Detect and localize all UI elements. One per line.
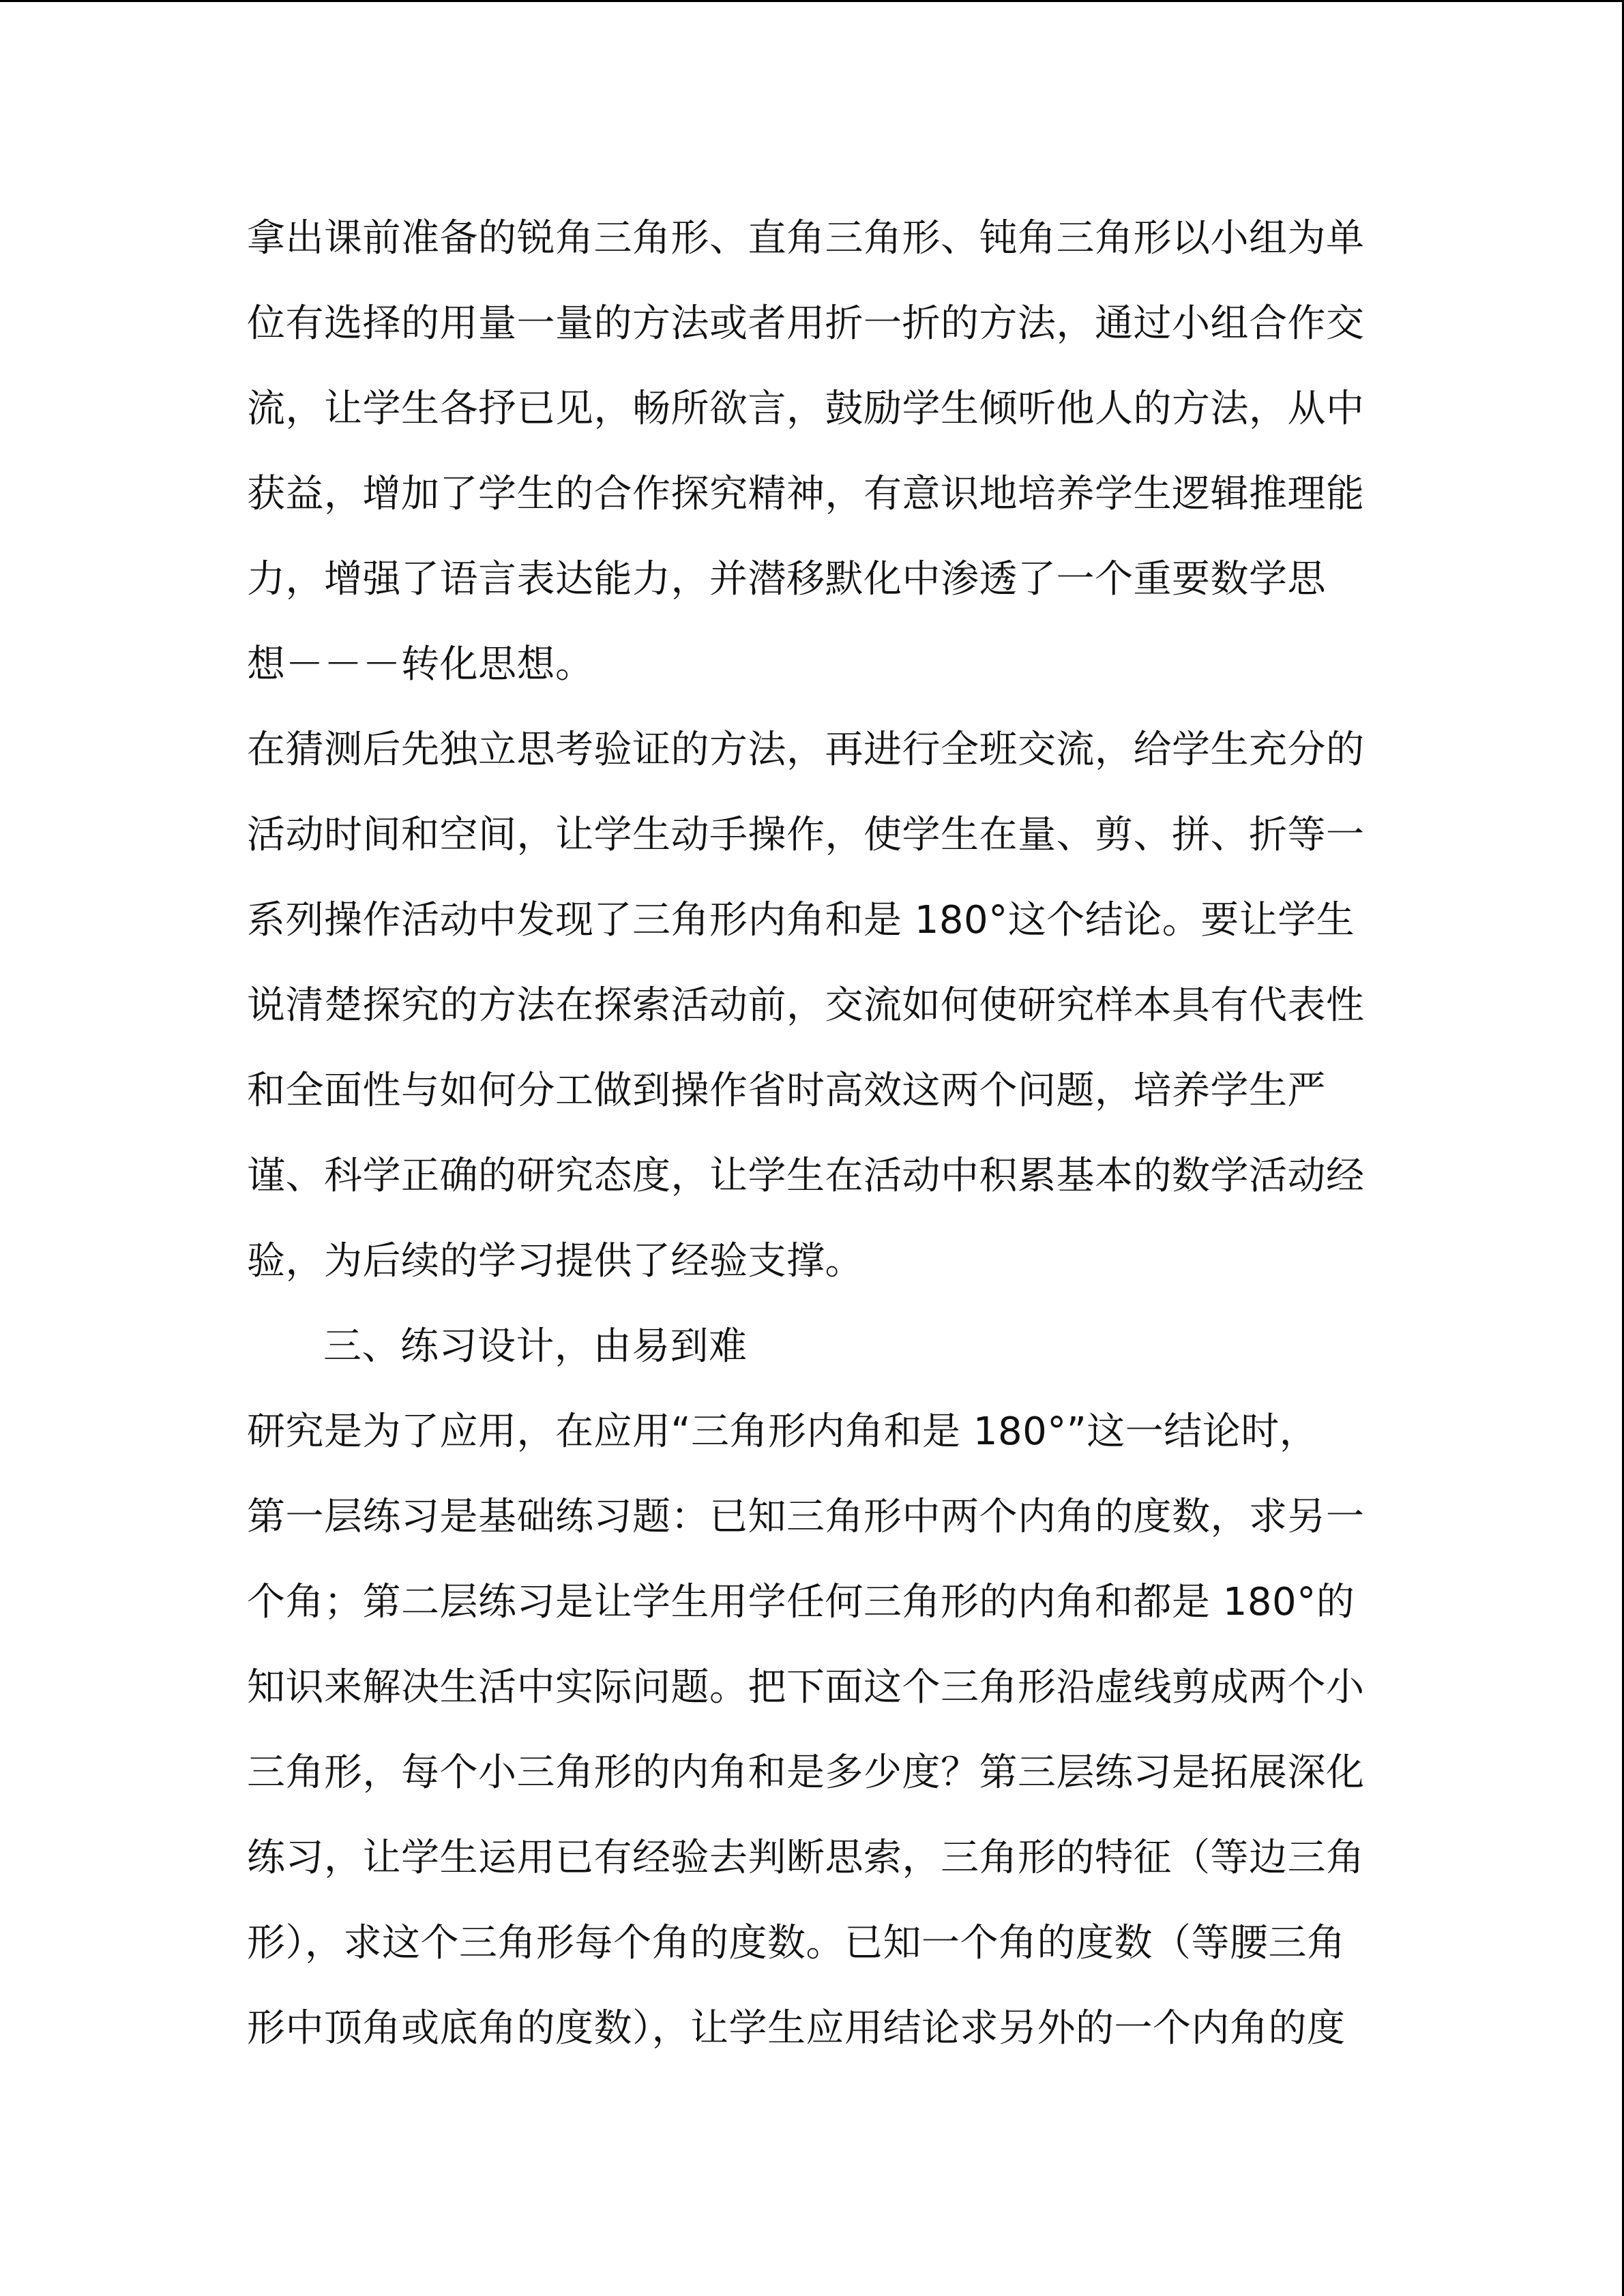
text-line: 系列操作活动中发现了三角形内角和是 180°这个结论。要让学生 — [247, 898, 1355, 942]
text-line: 位有选择的用量一量的方法或者用折一折的方法，通过小组合作交 — [247, 301, 1365, 346]
text-line: 知识来解决生活中实际问题。把下面这个三角形沿虚线剪成两个小 — [247, 1665, 1365, 1710]
text-line: 想－－－转化思想。 — [247, 642, 594, 687]
text-line: 第一层练习是基础练习题：已知三角形中两个内角的度数，求另一 — [247, 1495, 1365, 1539]
text-line: 流，让学生各抒已见，畅所欲言，鼓励学生倾听他人的方法，从中 — [247, 387, 1365, 431]
text-line: 研究是为了应用，在应用“三角形内角和是 180°”这一结论时， — [247, 1410, 1318, 1454]
text-line: 三角形，每个小三角形的内角和是多少度？第三层练习是拓展深化 — [247, 1750, 1365, 1795]
section-heading: 三、练习设计，由易到难 — [323, 1324, 748, 1369]
text-line: 个角；第二层练习是让学生用学任何三角形的内角和都是 180°的 — [247, 1580, 1355, 1624]
text-line: 活动时间和空间，让学生动手操作，使学生在量、剪、拼、折等一 — [247, 813, 1365, 857]
text-line: 形），求这个三角形每个角的度数。已知一个角的度数（等腰三角 — [247, 1921, 1346, 1965]
text-line: 形中顶角或底角的度数），让学生应用结论求另外的一个内角的度 — [247, 2006, 1346, 2051]
text-line: 获益，增加了学生的合作探究精神，有意识地培养学生逻辑推理能 — [247, 472, 1365, 516]
text-line: 拿出课前准备的锐角三角形、直角三角形、钝角三角形以小组为单 — [247, 216, 1365, 260]
document-body — [247, 211, 1365, 2087]
text-line: 和全面性与如何分工做到操作省时高效这两个问题，培养学生严 — [247, 1069, 1326, 1113]
text-line: 说清楚探究的方法在探索活动前，交流如何使研究样本具有代表性 — [247, 983, 1365, 1028]
text-line: 练习，让学生运用已有经验去判断思索，三角形的特征（等边三角 — [247, 1836, 1365, 1880]
page-top-border — [0, 0, 1624, 2]
text-line: 力，增强了语言表达能力，并潜移默化中渗透了一个重要数学思 — [247, 557, 1326, 601]
text-line: 在猜测后先独立思考验证的方法，再进行全班交流，给学生充分的 — [247, 728, 1365, 772]
text-line: 验，为后续的学习提供了经验支撑。 — [247, 1239, 863, 1283]
text-line: 谨、科学正确的研究态度，让学生在活动中积累基本的数学活动经 — [247, 1154, 1365, 1198]
